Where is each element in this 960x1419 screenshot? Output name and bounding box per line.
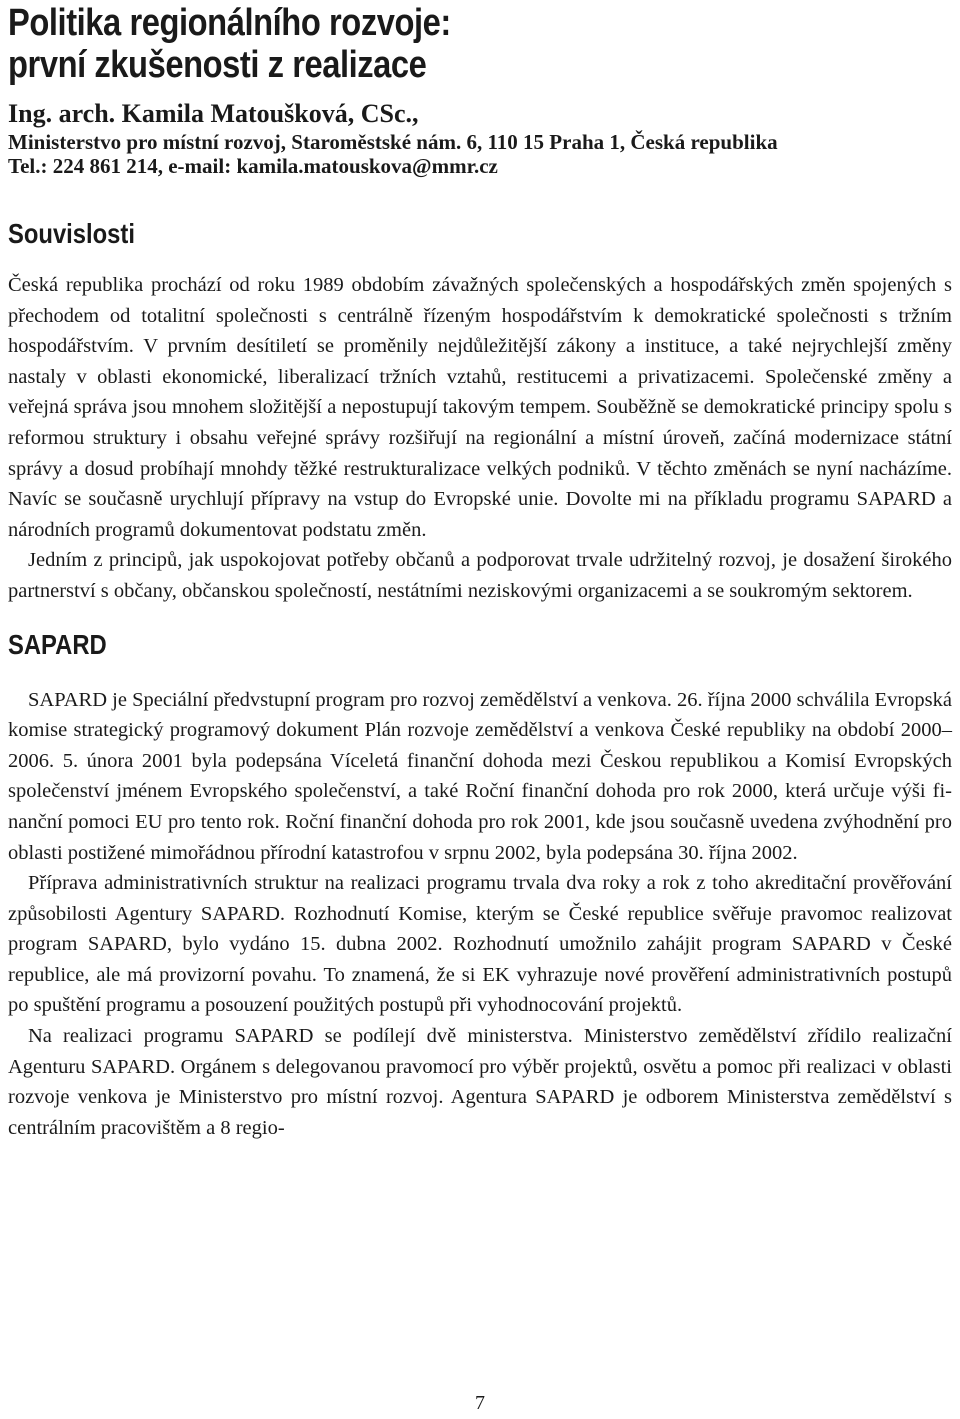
- title-line-2: první zkušenosti z realizace: [8, 44, 427, 86]
- section-heading-sapard: SAPARD: [8, 628, 107, 660]
- section-body-sapard: [8, 685, 952, 1144]
- author-name: Ing. arch. Kamila Matoušková, CSc.,: [8, 99, 419, 128]
- document-page: [8, 0, 952, 1143]
- section-body-souvislosti: [8, 270, 952, 607]
- page-number: 7: [475, 1392, 485, 1414]
- title-line-1: Politika regionálního rozvoje:: [8, 2, 451, 44]
- paragraph: Příprava administrativních struktur na realizaci programu trvala dva roky a rok z toho akreditační prověřování způsobilosti Agentury SAPARD. Rozhodnutí Komise, kterým se České republice svěřuje pravomoc realizovat program SAPARD, bylo vydáno 15. dubna 2002. Rozhodnutí umožnilo zahájit program SAPARD v České republice, ale má provizorní povahu. To znamená, že si EK vyhrazuje nové prověření administrativních postupů po spuštění programu a posouzení použitých postupů při vyhodnocování projektů.: [8, 872, 952, 1017]
- author-affiliation: Ministerstvo pro místní rozvoj, Staroměstské nám. 6, 110 15 Praha 1, Česká republika: [8, 130, 778, 154]
- paragraph: Česká republika prochází od roku 1989 obdobím závažných společenských a hospodářských změn spojených s přechodem od totalitní společnosti s centrálně řízeným hospodářstvím k demokratické společnosti s tržním hospodářstvím. V prvním desítiletí se proměnily nejdůležitější zákony a instituce, a také nejrychlejší změny nastaly v oblasti ekonomické, liberalizací tržních vztahů, restitucemi a privatizacemi. Společenské změny a veřejná správa jsou mnohem složitější a nepostupují takovým tempem. Souběžně se demokratické principy spolu s reformou struktury i obsahu veřejné správy rozšiřují na regionální a místní úroveň, začíná modernizace státní správy a dosud probíhají mnohdy těžké restrukturalizace velkých podniků. V těchto změnách se nyní nacházíme. Navíc se současně urychlují přípravy na vstup do Evropské unie. Dovolte mi na příkladu programu SAPARD a národních programů dokumentovat podstatu změn.: [8, 274, 952, 541]
- section-heading-souvislosti: Souvislosti: [8, 218, 135, 249]
- paragraph: SAPARD je Speciální předvstupní program pro rozvoj zemědělství a venkova. 26. října 2000 schválila Evropská komise strategický programový dokument Plán rozvoje zemědělství a venkova České republiky na období 2000–2006. 5. února 2001 byla podepsána Víceletá finanční dohoda mezi Českou republikou a Komisí Evropských společenství jménem Evropského společenství, a také Roční finanční dohoda pro rok 2000, která určuje výši finanční pomoci EU pro tento rok. Roční finanční dohoda pro rok 2001, kde jsou současně uvedena zvýhodnění pro oblasti postižené mimořádnou přírodní katastrofou v srpnu 2002, byla podepsána 30. října 2002.: [8, 688, 952, 864]
- paragraph: Na realizaci programu SAPARD se podílejí dvě ministerstva. Ministerstvo zemědělství zřídilo realizační Agenturu SAPARD. Orgánem s delegovanou pravomocí pro výběr projektů, osvětu a pomoc při realizaci v oblasti rozvoje venkova je Ministerstvo pro místní rozvoj. Agentura SAPARD je odborem Ministerstva zemědělství s centrálním pracovištěm a 8 regio-: [8, 1025, 952, 1139]
- author-contact: Tel.: 224 861 214, e-mail: kamila.matouskova@mmr.cz: [8, 154, 498, 178]
- paper-title: [8, 2, 954, 86]
- paragraph: Jedním z principů, jak uspokojovat potřeby občanů a podporovat trvale udržitelný rozvoj, je dosažení širokého partnerství s občany, občanskou společností, nestátními neziskovými organizacemi a se soukromým sektorem.: [8, 549, 952, 602]
